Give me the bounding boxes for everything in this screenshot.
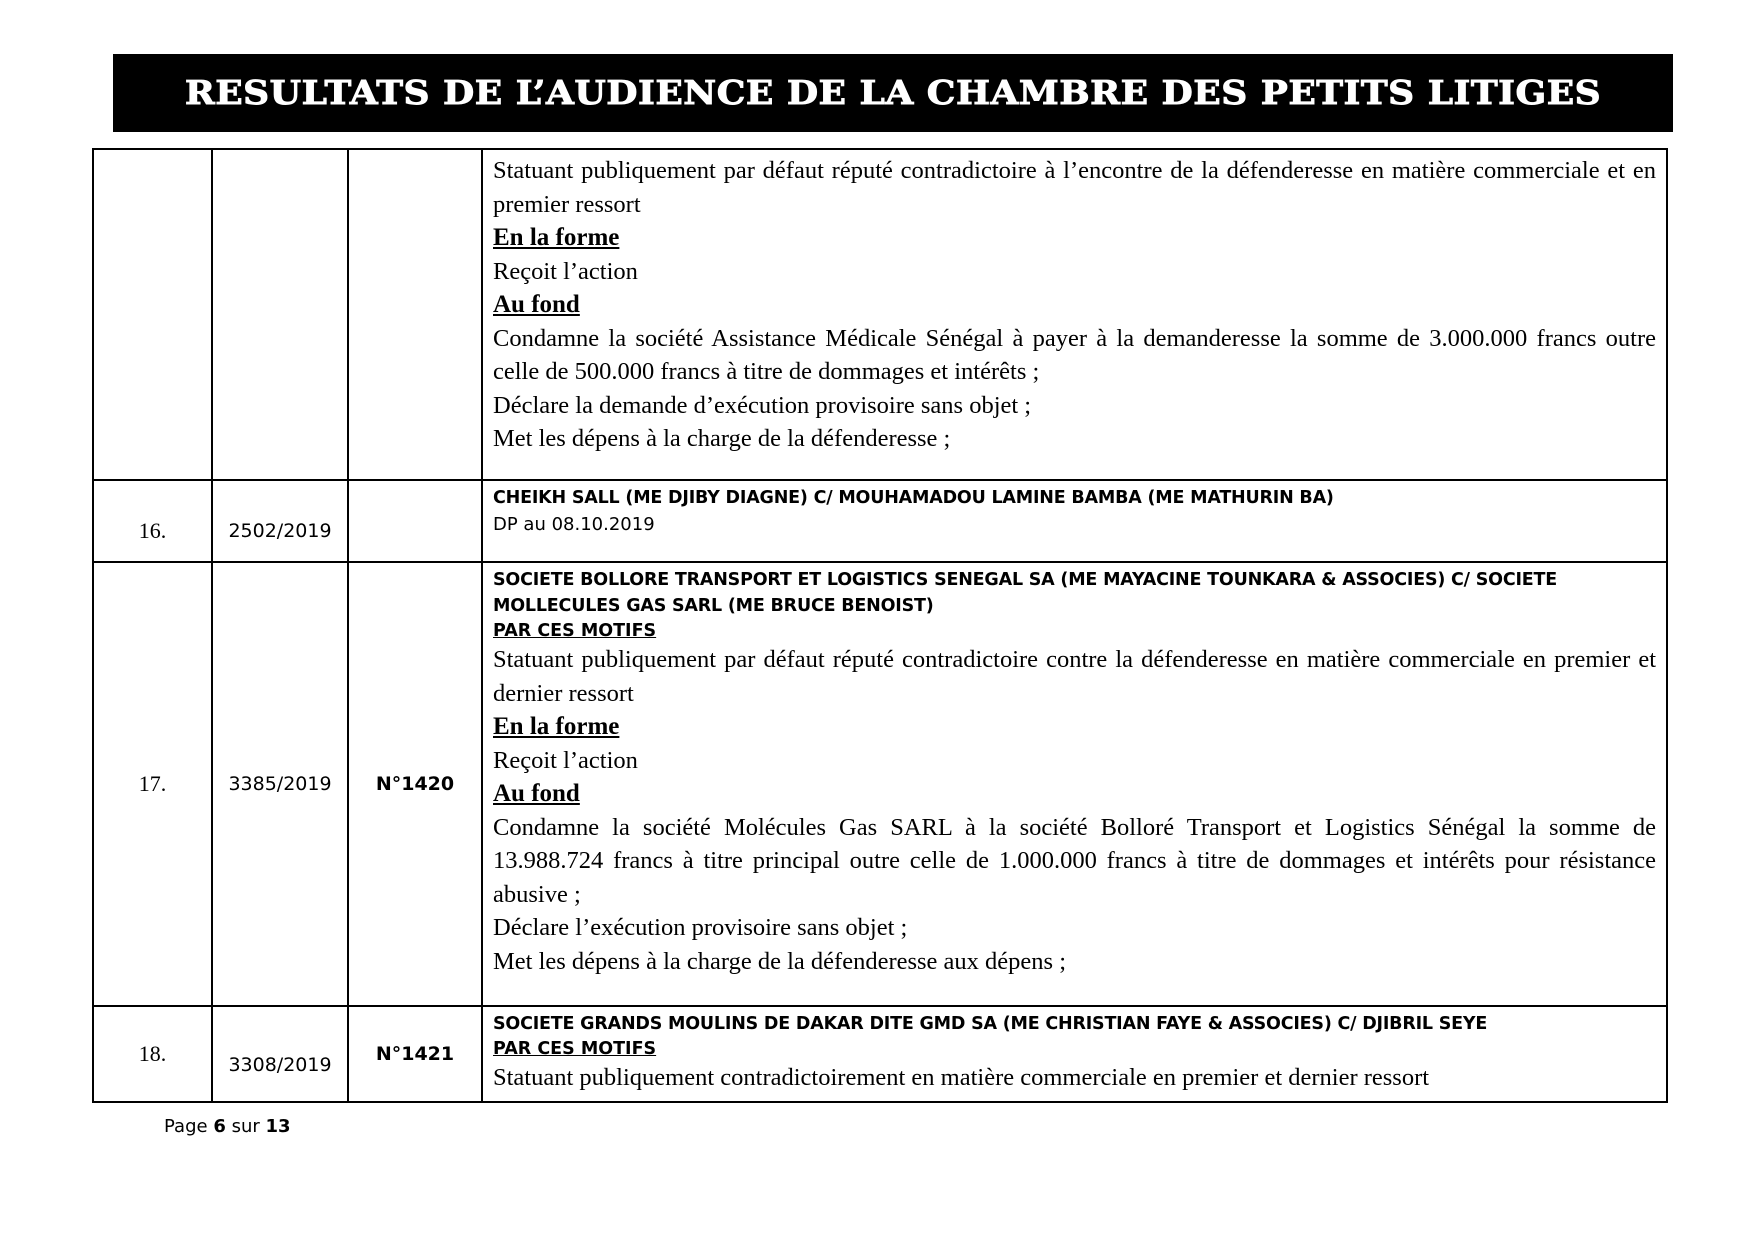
rg-number-cell <box>212 149 348 480</box>
motifs-heading: PAR CES MOTIFS <box>493 1039 657 1059</box>
case-parties: SOCIETE BOLLORE TRANSPORT ET LOGISTICS SENEGAL SA (ME MAYACINE TOUNKARA & ASSOCIES) C/ SOCIETE MOLLECULES GAS SARL (ME BRUCE BENOIST) <box>493 570 1558 616</box>
fond-line: Déclare la demande d’exécution provisoire sans objet ; <box>493 391 1032 419</box>
fond-line: Met les dépens à la charge de la défenderesse aux dépens ; <box>493 947 1067 975</box>
decision-text: Statuant publiquement par défaut réputé contradictoire contre la défenderesse en matière commerciale en premier et dernier ressort <box>493 646 1656 707</box>
total-pages-number: 13 <box>265 1116 291 1137</box>
current-page-number: 6 <box>213 1116 226 1137</box>
page-of-label: sur <box>231 1116 260 1137</box>
results-table <box>92 148 1668 1103</box>
table-row <box>93 562 1667 1006</box>
case-note: DP au 08.10.2019 <box>493 514 655 535</box>
case-parties: SOCIETE GRANDS MOULINS DE DAKAR DITE GMD SA (ME CHRISTIAN FAYE & ASSOCIES) C/ DJIBRIL SEYE <box>493 1014 1488 1034</box>
fond-line: Condamne la société Molécules Gas SARL à la société Bolloré Transport et Logistics Sénégal la somme de 13.988.724 francs à titre principal outre celle de 1.000.000 francs à titre de dommages et intérêts pour résistance abusive ; <box>493 813 1656 908</box>
fond-line: Condamne la société Assistance Médicale Sénégal à payer à la demanderesse la somme de 3.000.000 francs outre celle de 500.000 francs à titre de dommages et intérêts ; <box>493 324 1656 385</box>
table-row <box>93 1006 1667 1102</box>
fond-heading: Au fond <box>493 780 580 807</box>
page-title: RESULTATS DE L’AUDIENCE DE LA CHAMBRE DES PETITS LITIGES <box>184 73 1602 113</box>
case-number-cell: 18. <box>93 1006 212 1102</box>
form-heading: En la forme <box>493 224 620 251</box>
form-heading: En la forme <box>493 713 620 740</box>
decision-cell <box>482 149 1667 480</box>
form-text: Reçoit l’action <box>493 746 638 774</box>
rg-number-cell: 3308/2019 <box>212 1006 348 1102</box>
decision-cell <box>482 480 1667 562</box>
page-label: Page <box>164 1116 208 1137</box>
table-row <box>93 480 1667 562</box>
form-text: Reçoit l’action <box>493 257 638 285</box>
fond-line: Déclare l’exécution provisoire sans objet ; <box>493 914 908 941</box>
case-parties: CHEIKH SALL (ME DJIBY DIAGNE) C/ MOUHAMADOU LAMINE BAMBA (ME MATHURIN BA) <box>493 488 1334 508</box>
case-number-cell: 16. <box>93 480 212 562</box>
judgment-number-cell <box>348 480 482 562</box>
case-number-cell: 17. <box>93 562 212 1006</box>
judgment-number-cell: N°1420 <box>348 562 482 1006</box>
judgment-number-cell: N°1421 <box>348 1006 482 1102</box>
judgment-number-cell <box>348 149 482 480</box>
case-number-cell <box>93 149 212 480</box>
motifs-heading: PAR CES MOTIFS <box>493 621 657 641</box>
table-row <box>93 149 1667 480</box>
decision-cell <box>482 1006 1667 1102</box>
fond-heading: Au fond <box>493 291 580 318</box>
page-footer <box>164 1116 291 1137</box>
decision-text: Statuant publiquement contradictoirement en matière commerciale en premier et dernier ressort <box>493 1064 1430 1091</box>
rg-number-cell: 3385/2019 <box>212 562 348 1006</box>
fond-line: Met les dépens à la charge de la défenderesse ; <box>493 425 951 452</box>
page-header-banner <box>113 54 1673 132</box>
rg-number-cell: 2502/2019 <box>212 480 348 562</box>
decision-text: Statuant publiquement par défaut réputé contradictoire à l’encontre de la défenderesse en matière commerciale et en premier ressort <box>493 157 1656 218</box>
decision-cell <box>482 562 1667 1006</box>
